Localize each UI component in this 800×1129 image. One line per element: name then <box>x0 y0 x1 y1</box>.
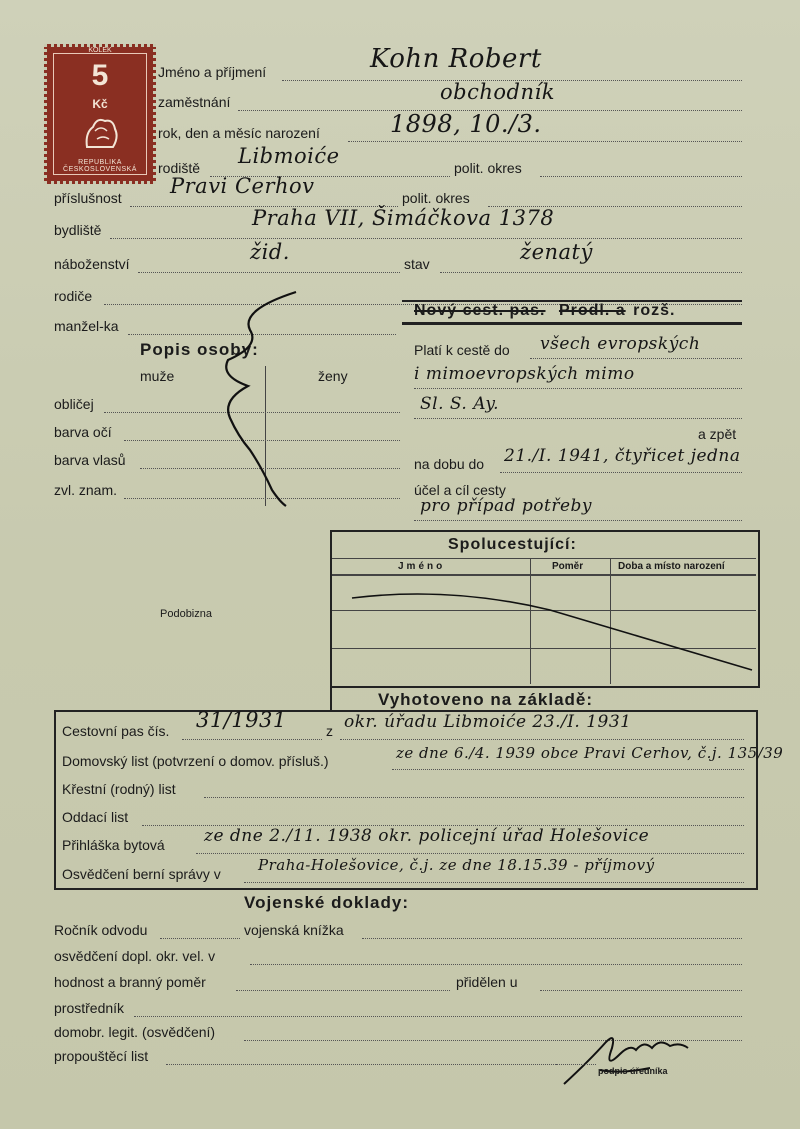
label-prislusnost: příslušnost <box>54 190 122 206</box>
value-rodiste: Libmoiće <box>238 144 340 168</box>
label-dobu: na dobu do <box>414 456 485 472</box>
table-rule <box>332 574 756 576</box>
value-prislusnost: Pravi Cerhov <box>170 174 315 198</box>
value-plati-2: i mimoevropských mimo <box>414 364 635 384</box>
value-narozeni: 1898, 10./3. <box>390 110 542 138</box>
label-plati: Platí k cestě do <box>414 342 510 358</box>
value-prihlaska: ze dne 2./11. 1938 okr. policejní úřad Holešovice <box>204 826 650 846</box>
label-zpet: a zpět <box>698 426 737 442</box>
dotted-line <box>348 141 742 142</box>
label-rodiste-okres: polit. okres <box>454 160 522 176</box>
label-narozeni: rok, den a měsíc narození <box>158 125 320 141</box>
value-jmeno: Kohn Robert <box>370 44 542 74</box>
stamp-top-text: KOLEK <box>88 47 112 54</box>
dotted-line <box>414 388 742 389</box>
dotted-line <box>540 176 742 177</box>
label-krestni-list: Křestní (rodný) list <box>62 781 176 797</box>
vojenske-heading: Vojenské doklady: <box>244 893 410 912</box>
popis-row-barva-oci: barva očí <box>54 424 112 440</box>
label-rodiste: rodiště <box>158 160 201 176</box>
popis-row-barva-vlasu: barva vlasů <box>54 452 126 468</box>
dotted-line <box>244 882 744 883</box>
popis-row-oblicej: obličej <box>54 396 94 412</box>
label-propousteci: propouštěcí list <box>54 1048 149 1064</box>
dotted-line <box>204 797 744 798</box>
value-cestovni-pas: 31/1931 <box>196 708 287 732</box>
label-prislusnost-okres: polit. okres <box>402 190 470 206</box>
table-rule <box>332 558 756 559</box>
pas-heading-prodl: Prodl. a <box>558 302 626 319</box>
pas-heading-rozs: rozš. <box>633 302 676 319</box>
cancel-scribble-mark <box>200 290 300 510</box>
dotted-line <box>530 358 742 359</box>
value-zamestnani: obchodník <box>440 80 555 104</box>
dotted-line <box>556 1064 596 1065</box>
value-cestovni-pas-z: okr. úřadu Libmoiće 23./I. 1931 <box>344 712 632 732</box>
value-berni-sprava: Praha-Holešovice, č.j. ze dne 18.15.39 - příjmový <box>258 856 655 874</box>
dotted-line <box>362 938 742 939</box>
label-ucel: účel a cíl cesty <box>414 482 506 498</box>
dotted-line <box>166 1064 556 1065</box>
label-berni-sprava: Osvědčení berní správy v <box>62 866 221 882</box>
label-cestovni-pas: Cestovní pas čís. <box>62 723 170 739</box>
dotted-line <box>392 769 744 770</box>
dotted-line <box>236 990 450 991</box>
dotted-line <box>134 1016 742 1017</box>
cancel-line-mark <box>350 590 756 676</box>
dotted-line <box>440 272 742 273</box>
popis-col-muze: muže <box>140 368 175 384</box>
label-domobr: domobr. legit. (osvědčení) <box>54 1024 216 1040</box>
value-plati-1: všech evropských <box>540 334 701 354</box>
label-bydliste: bydliště <box>54 222 102 238</box>
col-doba: Doba a místo narození <box>618 561 725 572</box>
label-rodice: rodiče <box>54 288 93 304</box>
label-stav: stav <box>404 256 430 272</box>
value-domovsky-list: ze dne 6./4. 1939 obce Pravi Cerhov, č.j. 135/39 <box>396 744 784 762</box>
podpis-label: podpis úředníka <box>598 1066 668 1076</box>
popis-col-zeny: ženy <box>318 368 348 384</box>
revenue-stamp <box>44 44 156 184</box>
dotted-line <box>250 964 742 965</box>
dotted-line <box>540 990 742 991</box>
pas-heading-new: Nový cest. pas. <box>414 302 546 319</box>
dotted-line <box>340 739 744 740</box>
popis-heading: Popis osoby: <box>140 340 259 359</box>
label-cestovni-pas-z: z <box>326 723 333 739</box>
label-manzel: manžel-ka <box>54 318 119 334</box>
label-nabozenstvi: náboženství <box>54 256 130 272</box>
stamp-value: 5 <box>91 59 109 92</box>
dotted-line <box>414 418 742 419</box>
label-knizka: vojenská knížka <box>244 922 344 938</box>
connector-line <box>330 684 332 712</box>
stamp-caption: REPUBLIKA ČESKOSLOVENSKÁ <box>63 159 137 173</box>
value-ucel: pro případ potřeby <box>420 496 593 516</box>
col-jmeno: Jméno <box>398 561 446 572</box>
official-signature-mark <box>560 1030 710 1090</box>
dotted-line <box>110 238 742 239</box>
label-oddaci-list: Oddací list <box>62 809 129 825</box>
spolucestujici-heading: Spolucestující: <box>448 536 577 553</box>
label-prihlaska: Přihláška bytová <box>62 837 165 853</box>
label-jmeno: Jméno a příjmení <box>158 64 267 80</box>
label-pridelen: přidělen u <box>456 974 518 990</box>
dotted-line <box>196 853 744 854</box>
dotted-line <box>138 272 400 273</box>
label-hodnost: hodnost a branný poměr <box>54 974 206 990</box>
col-pomer: Poměr <box>552 561 584 572</box>
popis-row-zvl-znam: zvl. znam. <box>54 482 118 498</box>
vyhotoveno-heading: Vyhotoveno na základě: <box>378 690 594 709</box>
value-bydliste: Praha VII, Šimáčkova 1378 <box>252 206 555 230</box>
dotted-line <box>500 472 742 473</box>
stamp-currency: Kč <box>92 97 108 111</box>
value-stav: ženatý <box>520 240 593 264</box>
pas-heading <box>414 302 675 320</box>
label-domovsky-list: Domovský list (potvrzení o domov. přísluš.) <box>62 753 329 769</box>
label-osvedceni: osvědčení dopl. okr. vel. v <box>54 948 216 964</box>
value-dobu: 21./I. 1941, čtyřicet jedna <box>504 446 741 466</box>
label-rocnik: Ročník odvodu <box>54 922 148 938</box>
label-prostrednik: prostředník <box>54 1000 125 1016</box>
value-nabozenstvi: žid. <box>250 240 290 264</box>
value-plati-3: Sl. S. Ay. <box>420 394 500 414</box>
dotted-line <box>414 520 742 521</box>
podobizna-label: Podobizna <box>160 608 212 620</box>
lion-emblem-icon <box>79 113 123 153</box>
dotted-line <box>160 938 240 939</box>
label-zamestnani: zaměstnání <box>158 94 231 110</box>
dotted-line <box>182 739 322 740</box>
